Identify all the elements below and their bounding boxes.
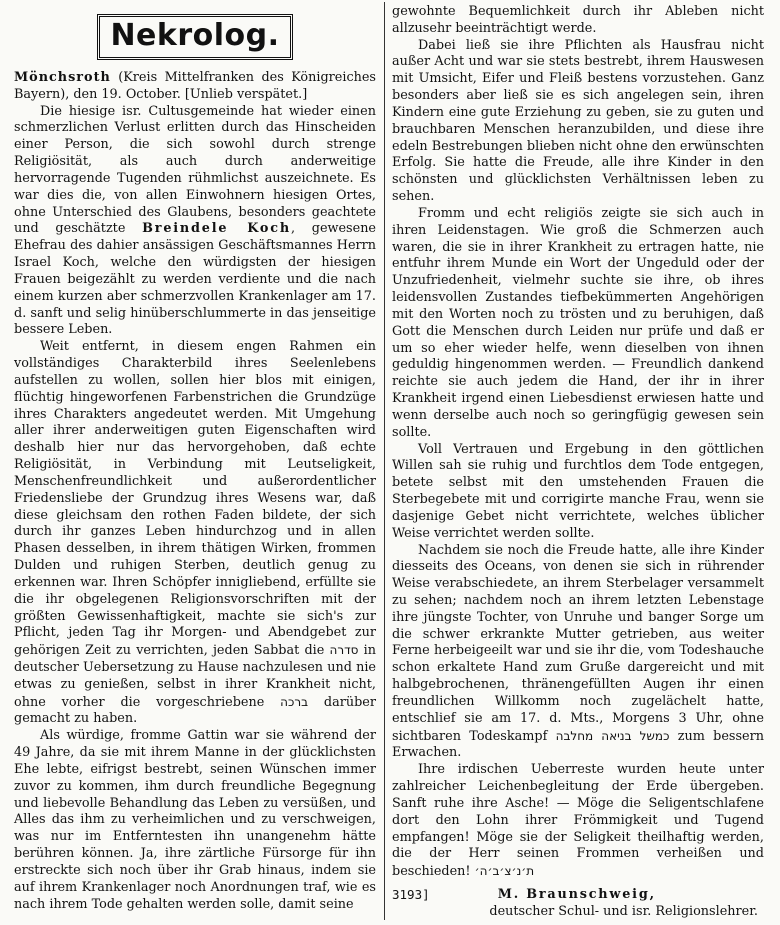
- obituary-heading: Nekrolog.: [97, 14, 292, 60]
- signature-title: deutscher Schul- und isr. Religionslehrer.: [489, 903, 758, 919]
- signature-line: [392, 887, 764, 904]
- p2-text-c: darüber gemacht zu haben.: [14, 694, 376, 727]
- paragraph-5: Fromm und echt religiös zeigte sie sich auch in ihren Leidenstagen. Wie groß die Schmerzen auch waren, die sie in ihrer Krankheit zu ertragen hatte, nie entfuhr ihrem Munde ein Wort der Ungeduld oder der Unzufriedenheit, vielmehr suchte sie ihre, ob ihres leidensvollen Zustandes tiefbekümmerten Angehörigen mit den Worten noch zu trösten und zu beruhigen, daß Gott die Menschen durch Leiden nur prüfe und daß er um so eher wieder helfe, wenn dieselben von ihnen geduldig hingenommen werden. — Freundlich dankend reichte sie auch jedem die Hand, der ihr in ihrer Krankheit irgend einen Liebesdienst erwiesen hatte und wenn derselbe auch noch so geringfügig gewesen sein sollte.: [392, 205, 764, 440]
- hebrew-phrase: כמשל בניאה מחלבה: [555, 728, 670, 743]
- p7-text-b: zum bessern Erwachen.: [392, 728, 764, 761]
- p2-text-b: in deutscher Uebersetzung zu Hause nachzulesen und nie etwas zu genießen, selbst in ihrer Krankheit nicht, ohne vorher die vorgeschriebene: [14, 643, 376, 710]
- p7-text-a: Nachdem sie noch die Freude hatte, alle ihre Kinder diesseits des Oceans, von denen sie sich in rührender Weise verabschiedete, an ihrem Sterbelager versammelt zu sehen; nachdem noch an ihrem letzten Lebenstage ihre jüngste Tochter, von Unruhe und banger Sorge um die schwer erkrankte Mutter getrieben, aus weiter Ferne herbeigeeilt war und sie ihr die, vom Todeshauche schon erkaltete Hand zum Gruße dargereicht und mit halbgebrochenen, thränengefüllten Augen ihr einen freundlichen Willkomm noch zugelächelt hatte, entschlief sie am 17. d. Mts., Morgens 3 Uhr, ohne sichtbaren Todeskampf: [392, 542, 764, 744]
- right-column: [392, 4, 764, 921]
- hebrew-word-sidra: סדרה: [329, 643, 359, 658]
- p8-text-a: Ihre irdischen Ueberreste wurden heute unter zahlreicher Leichenbegleitung der Erde übergeben. Sanft ruhe ihre Asche! — Möge die Seligentschlafene dort den Lohn ihrer Frömmigkeit und Tugend empfangen! Möge sie der Seligkeit theilhaftig werden, die der Herr seinen Frommen verheißen und beschieden!: [392, 762, 764, 880]
- p1-text-a: Die hiesige isr. Cultusgemeinde hat wieder einen schmerzlichen Verlust erlitten durch das Hinscheiden einer Person, die sich sowohl durch strenge Religiösität, als auch durch anderweitige hervorragende Tugenden rühmlichst auszeichnete. Es war dies die, von allen Einwohnern hiesigen Ortes, ohne Unterschied des Glaubens, besonders geachtete und geschätzte: [14, 103, 376, 237]
- dateline-place: Mönchsroth: [14, 70, 111, 85]
- signature-name: M. Braunschweig,: [497, 887, 656, 903]
- heading-wrap: [14, 14, 376, 60]
- column-divider: [384, 2, 385, 920]
- paragraph-3-continued: gewohnte Bequemlichkeit durch ihr Ableben nicht allzusehr beeinträchtigt werde.: [392, 4, 764, 36]
- signature-spacer: [724, 887, 764, 904]
- hebrew-abbreviation: ת׳נ׳צ׳ב׳ה׳: [474, 864, 535, 879]
- paragraph-1: [14, 104, 376, 340]
- paragraph-7: [392, 543, 764, 763]
- article-code: 3193]: [392, 887, 430, 903]
- paragraph-3: Als würdige, fromme Gattin war sie während der 49 Jahre, da sie mit ihrem Manne in der glücklichsten Ehe lebte, eifrigst bestrebt, seinen Wünschen immer zuvor zu kommen, ihm durch freundliche Begegnung und liebevolle Behandlung das Leben zu versüßen, und Alles das ihm zu verheimlichen und zu verschweigen, was nur im Entferntesten ihn unangenehm hätte berühren können. Ja, ihre zärtliche Fürsorge für ihn erstreckte sich noch über ihr Grab hinaus, indem sie auf ihrem Krankenlager noch Anordnungen traf, wie es nach ihrem Tode gehalten werden solle, damit seine: [14, 728, 376, 912]
- p1-text-b: , gewesene Ehefrau des dahier ansässigen Geschäftsmannes Herrn Israel Koch, welche den würdigsten der hiesigen Frauen beigezählt zu werden verdiente und die nach einem kurzen aber schmerzvollen Krankenlager am 17. d. sanft und selig hinüberschlummerte in das jenseitige bessere Leben.: [14, 221, 377, 338]
- paragraph-8: [392, 762, 764, 881]
- dateline-text: (Kreis Mittelfranken des Königreiches Bayern), den 19. October. [Unlieb verspätet.]: [14, 70, 376, 102]
- hebrew-word-bracha: ברכה: [280, 694, 309, 709]
- p2-text-a: Weit entfernt, in diesem engen Rahmen ein vollständiges Charakterbild ihres Seelenlebens aufstellen zu wollen, sollen hier blos mit einigen, flüchtig hingeworfenen Farbenstrichen die Grundzüge ihres Charakters angedeutet werden. Mit Umgehung aller ihrer anderweitigen guten Eigenschaften wird deshalb hier nur das hervorgehoben, daß echte Religiösität, in Verbindung mit Leutseligkeit, Menschenfreundlichkeit und außerordentlicher Friedensliebe der Grundzug ihres Wesens war, daß diese gleichsam den rothen Faden bildete, der sich durch ihr ganzes Leben hindurchzog und in allen Phasen desselben, in ihrem thätigen Wirken, frommen Dulden und ruhigen Sterben, deutlich genug zu erkennen war. Ihren Schöpfer innigliebend, erfüllte sie die ihr obgelegenen Religionsvorschriften mit der größten Gewissenhaftigkeit, machte sie sich's zur Pflicht, jeden Tag ihr Morgen- und Abendgebet zur gehörigen Zeit zu verrichten, jeden Sabbat die: [14, 339, 376, 659]
- dateline: [14, 70, 376, 104]
- paragraph-4: Dabei ließ sie ihre Pflichten als Hausfrau nicht außer Acht und war sie stets bestrebt, ihrem Hauswesen mit Umsicht, Eifer und Fleiß bestens vorzustehen. Ganz besonders aber ließ sie es sich angelegen sein, ihren Kindern eine gute Erziehung zu geben, sie zu guten und brauchbaren Menschen heranzubilden, und diese ihre edeln Bestrebungen blieben nicht ohne den erwünschten Erfolg. Sie hatte die Freude, alle ihre Kinder in den schönsten und glücklichsten Verhältnissen leben zu sehen.: [392, 37, 764, 205]
- deceased-name: Breindele Koch: [142, 221, 291, 237]
- left-column: [14, 4, 376, 913]
- paragraph-6: Voll Vertrauen und Ergebung in den göttlichen Willen sah sie ruhig und furchtlos dem Tode entgegen, betete selbst mit den umstehenden Frauen die Sterbegebete mit und corrigirte manche Frau, wenn sie dasjenige Gebet nicht verrichtete, welches üblicher Weise verrichtet werden sollte.: [392, 441, 764, 541]
- paragraph-2: [14, 339, 376, 728]
